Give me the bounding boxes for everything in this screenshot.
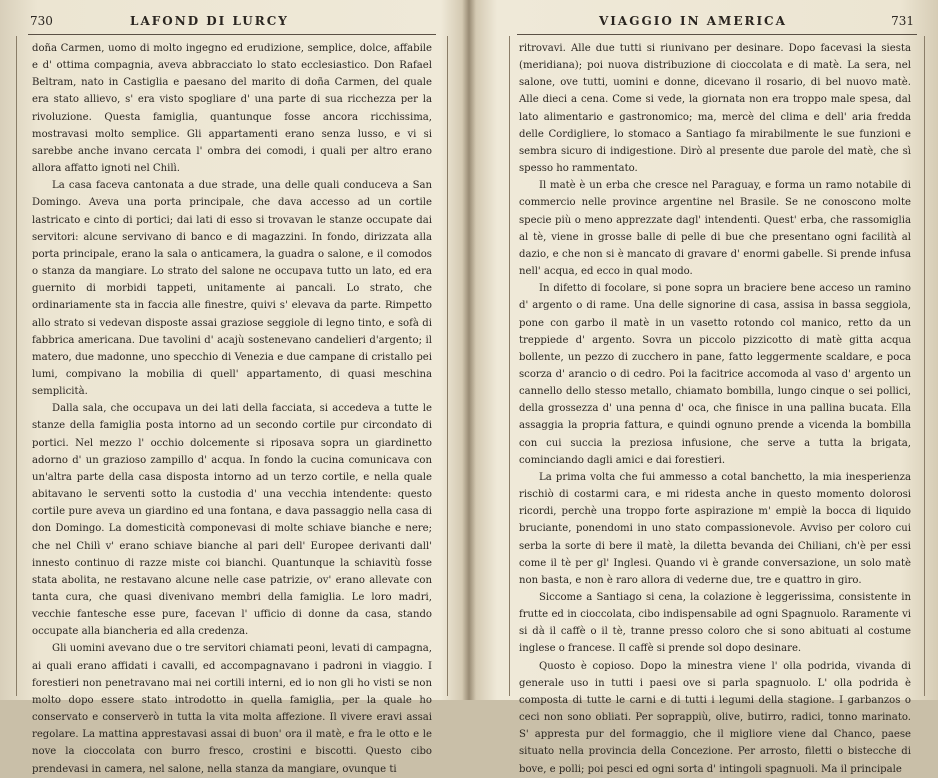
right-page-header: [519, 14, 914, 30]
left-body-text: [32, 40, 432, 778]
right-page: [469, 0, 938, 775]
left-page-header: [30, 14, 434, 30]
right-margin-rule: [924, 36, 925, 696]
right-paragraph: La prima volta che fui ammesso a cotal banchetto, la mia inesperienza rischiò di costarmi cara, e mi ridesta anche in questo momento dolorosi ricordi, perchè una troppo forte aspirazione m' empiè la bocca di liquido bruciante, ponendomi in uno stato compassionevole. Avviso per coloro cui serba la sorte di bere il matè, la diletta bevanda dei Chiliani, ch'è per essi come il tè per gl' Inglesi. Quando vi è grande conversazione, un solo matè non basta, e non è raro allora di vederne due, tre e quattro in giro.: [519, 471, 911, 586]
right-page-number: 731: [891, 14, 914, 28]
left-paragraph: Dalla sala, che occupava un dei lati della facciata, si accedeva a tutte le stanze della famiglia posta intorno ad un secondo cortile pur circondato di portici. Nel mezzo l' occhio dolcemente si riposava sopra un giardinetto adorno d' un grazioso zampillo d' acqua. In fondo la cucina comunicava con un'altra parte della casa disposta intorno ad un terzo cortile, e nella quale abitavano le serventi sotto la custodia d' una vecchia intendente: questo cortile pure aveva un giardino ed una fontana, e dava passaggio nella casa di don Domingo. La domesticità componevasi di molte schiave bianche e nere; che nel Chilì v' erano schiave bianche al pari dell' Europee derivanti dall' innesto continuo di razze miste coi bianchi. Quantunque la schiavitù fosse stata abolita, ne restavano alcune nelle case patrizie, ov' erano allevate con tanta cura, che quasi divenivano membri della famiglia. Le loro madri, vecchie fantesche esse pure, facevan l' ufficio di donne da casa, stando occupate alla biancheria ed alla credenza.: [32, 403, 432, 638]
right-inner-rule: [509, 36, 510, 696]
left-paragraph: doña Carmen, uomo di molto ingegno ed erudizione, semplice, dolce, affabile e d' ottima compagnia, aveva abbracciato lo stato ecclesiastico. Don Rafael Beltram, nato in Castiglia e paesano del marito di doña Carmen, del quale era stato allievo, s' era visto spogliare d' una parte di sua ricchezza per la rivoluzione. Questa famiglia, quantunque fosse ancora ricchissima, mostravasi molto semplice. Gli appartamenti erano senza lusso, e vi si sarebbe anche invano cercata l' ombra dei comodi, i quali per altro erano allora affatto ignoti nel Chilì.: [32, 43, 432, 175]
right-paragraph: Il matè è un erba che cresce nel Paraguay, e forma un ramo notabile di commercio nelle province argentine nel Brasile. Se ne conoscono molte specie più o meno apprezzate dagl' intendenti. Quest' erba, che rassomiglia al tè, viene in grosse balle di pelle di bue che presentano ogni facilità al dazio, e che non si è mancato di gravare d' enormi gabelle. Si prende infusa nell' acqua, ed ecco in qual modo.: [519, 180, 911, 278]
left-margin-rule: [16, 36, 17, 696]
left-header-rule: [28, 34, 436, 35]
left-running-head: LAFOND DI LURCY: [130, 14, 289, 28]
left-paragraph: La casa faceva cantonata a due strade, una delle quali conduceva a San Domingo. Aveva una porta principale, che dava accesso ad un cortile lastricato e cinto di portici; dai lati di esso si trovavan le stanze occupate dai servitori: alcune servivano di banco e di magazzini. In fondo, dirizzata alla porta principale, erano la sala o anticamera, la guadra o salone, e il comodos o stanza da mangiare. Lo strato del salone ne occupava tutto un lato, ed era guernito di morbidi tappeti, unitamente ai pancali. Lo strato, che ordinariamente sta in faccia alle finestre, quivi s' elevava da parte. Rimpetto allo strato si vedevan disposte assai graziose seggiole di legno tinto, e sofà di fabbrica americana. Due tavolini d' acajù sostenevano candelieri d'argento; il matero, due madonne, uno specchio di Venezia e due campane di cristallo pei lumi, compivano la mobilia di quell' appartamento, di quasi meschina semplicità.: [32, 180, 432, 398]
right-paragraph: Quosto è copioso. Dopo la minestra viene l' olla podrida, vivanda di generale uso in tutti i paesi ove si parla spagnuolo. L' olla podrida è composta di tutte le carni e di tutti i legumi della stagione. I garbanzos o ceci non sono obliati. Per soprappiù, olive, butirro, radici, tonno marinato. S' appresta pur del formaggio, che il migliore viene dal Chanco, paese situato nella provincia della Concezione. Per arrosto, filetti o bistecche di bove, e polli; poi pesci ed ogni sorta d' intingoli spagnuoli. Ma il principale: [519, 660, 911, 775]
right-paragraph: Siccome a Santiago si cena, la colazione è leggerissima, consistente in frutte ed in cioccolata, cibo indispensabile ad ogni Spagnuolo. Raramente vi si dà il caffè o il tè, tranne presso coloro che si sono abituati al costume inglese o francese. Il caffè si prende sol dopo desinare.: [519, 592, 911, 655]
right-paragraph: In difetto di focolare, si pone sopra un braciere bene acceso un ramino d' argento o di rame. Una delle signorine di casa, assisa in bassa seggiola, pone con garbo il matè in un vasetto rotondo col manico, retto da un treppiede d' argento. Sovra un piccolo pizzicotto di matè gitta acqua bollente, un pezzo di zucchero in pane, fatto leggermente scaldare, e poca scorza d' arancio o di cedro. Poi la facitrice accomoda al vaso d' argento un cannello dello stesso metallo, chiamato bombilla, lungo cinque o sei pollici, della grossezza d' una penna d' oca, che finisce in una pallina bucata. Ella assaggia la propria fattura, e quindi ognuno prende a vicenda la bombilla con cui succia la preziosa infusione, che serve a tutta la brigata, cominciando dagli amici e dai forestieri.: [519, 283, 911, 466]
left-page-number: 730: [30, 14, 53, 28]
right-paragraph: ritrovavi. Alle due tutti si riunivano per desinare. Dopo facevasi la siesta (meridiana); poi nuova distribuzione di cioccolata e di matè. La sera, nel salone, ove tutti, uomini e donne, dicevano il rosario, di bel nuovo matè. Alle dieci a cena. Come si vede, la giornata non era troppo male spesa, dal lato alimentario e gastronomico; ma, mercè del clima e dell' aria fredda delle Cordigliere, lo stomaco a Santiago fa mirabilmente le sue funzioni e sembra sicuro di indigestione. Dirò al presente due parole del matè, che sì spesso ho rammentato.: [519, 43, 911, 175]
right-body-text: [519, 40, 911, 778]
right-header-rule: [517, 34, 917, 35]
left-page: [0, 0, 469, 775]
right-running-head: VIAGGIO IN AMERICA: [599, 14, 787, 28]
left-paragraph: Gli uomini avevano due o tre servitori chiamati peoni, levati di campagna, ai quali erano affidati i cavalli, ed accompagnavano i padroni in viaggio. I forestieri non penetravano mai nei cortili interni, ed io non gli ho visti se non molto dopo essere stato introdotto in quella famiglia, per la quale ho conservato e conserverò in tutta la vita molta affezione. Il vivere eravi assai regolare. La mattina apprestavasi assai di buon' ora il matè, e fra le otto e le nove la cioccolata con burro fresco, crostini e biscotti. Questo cibo prendevasi in camera, nel salone, nella stanza da mangiare, ovunque ti: [32, 643, 432, 775]
left-inner-rule: [447, 36, 448, 696]
